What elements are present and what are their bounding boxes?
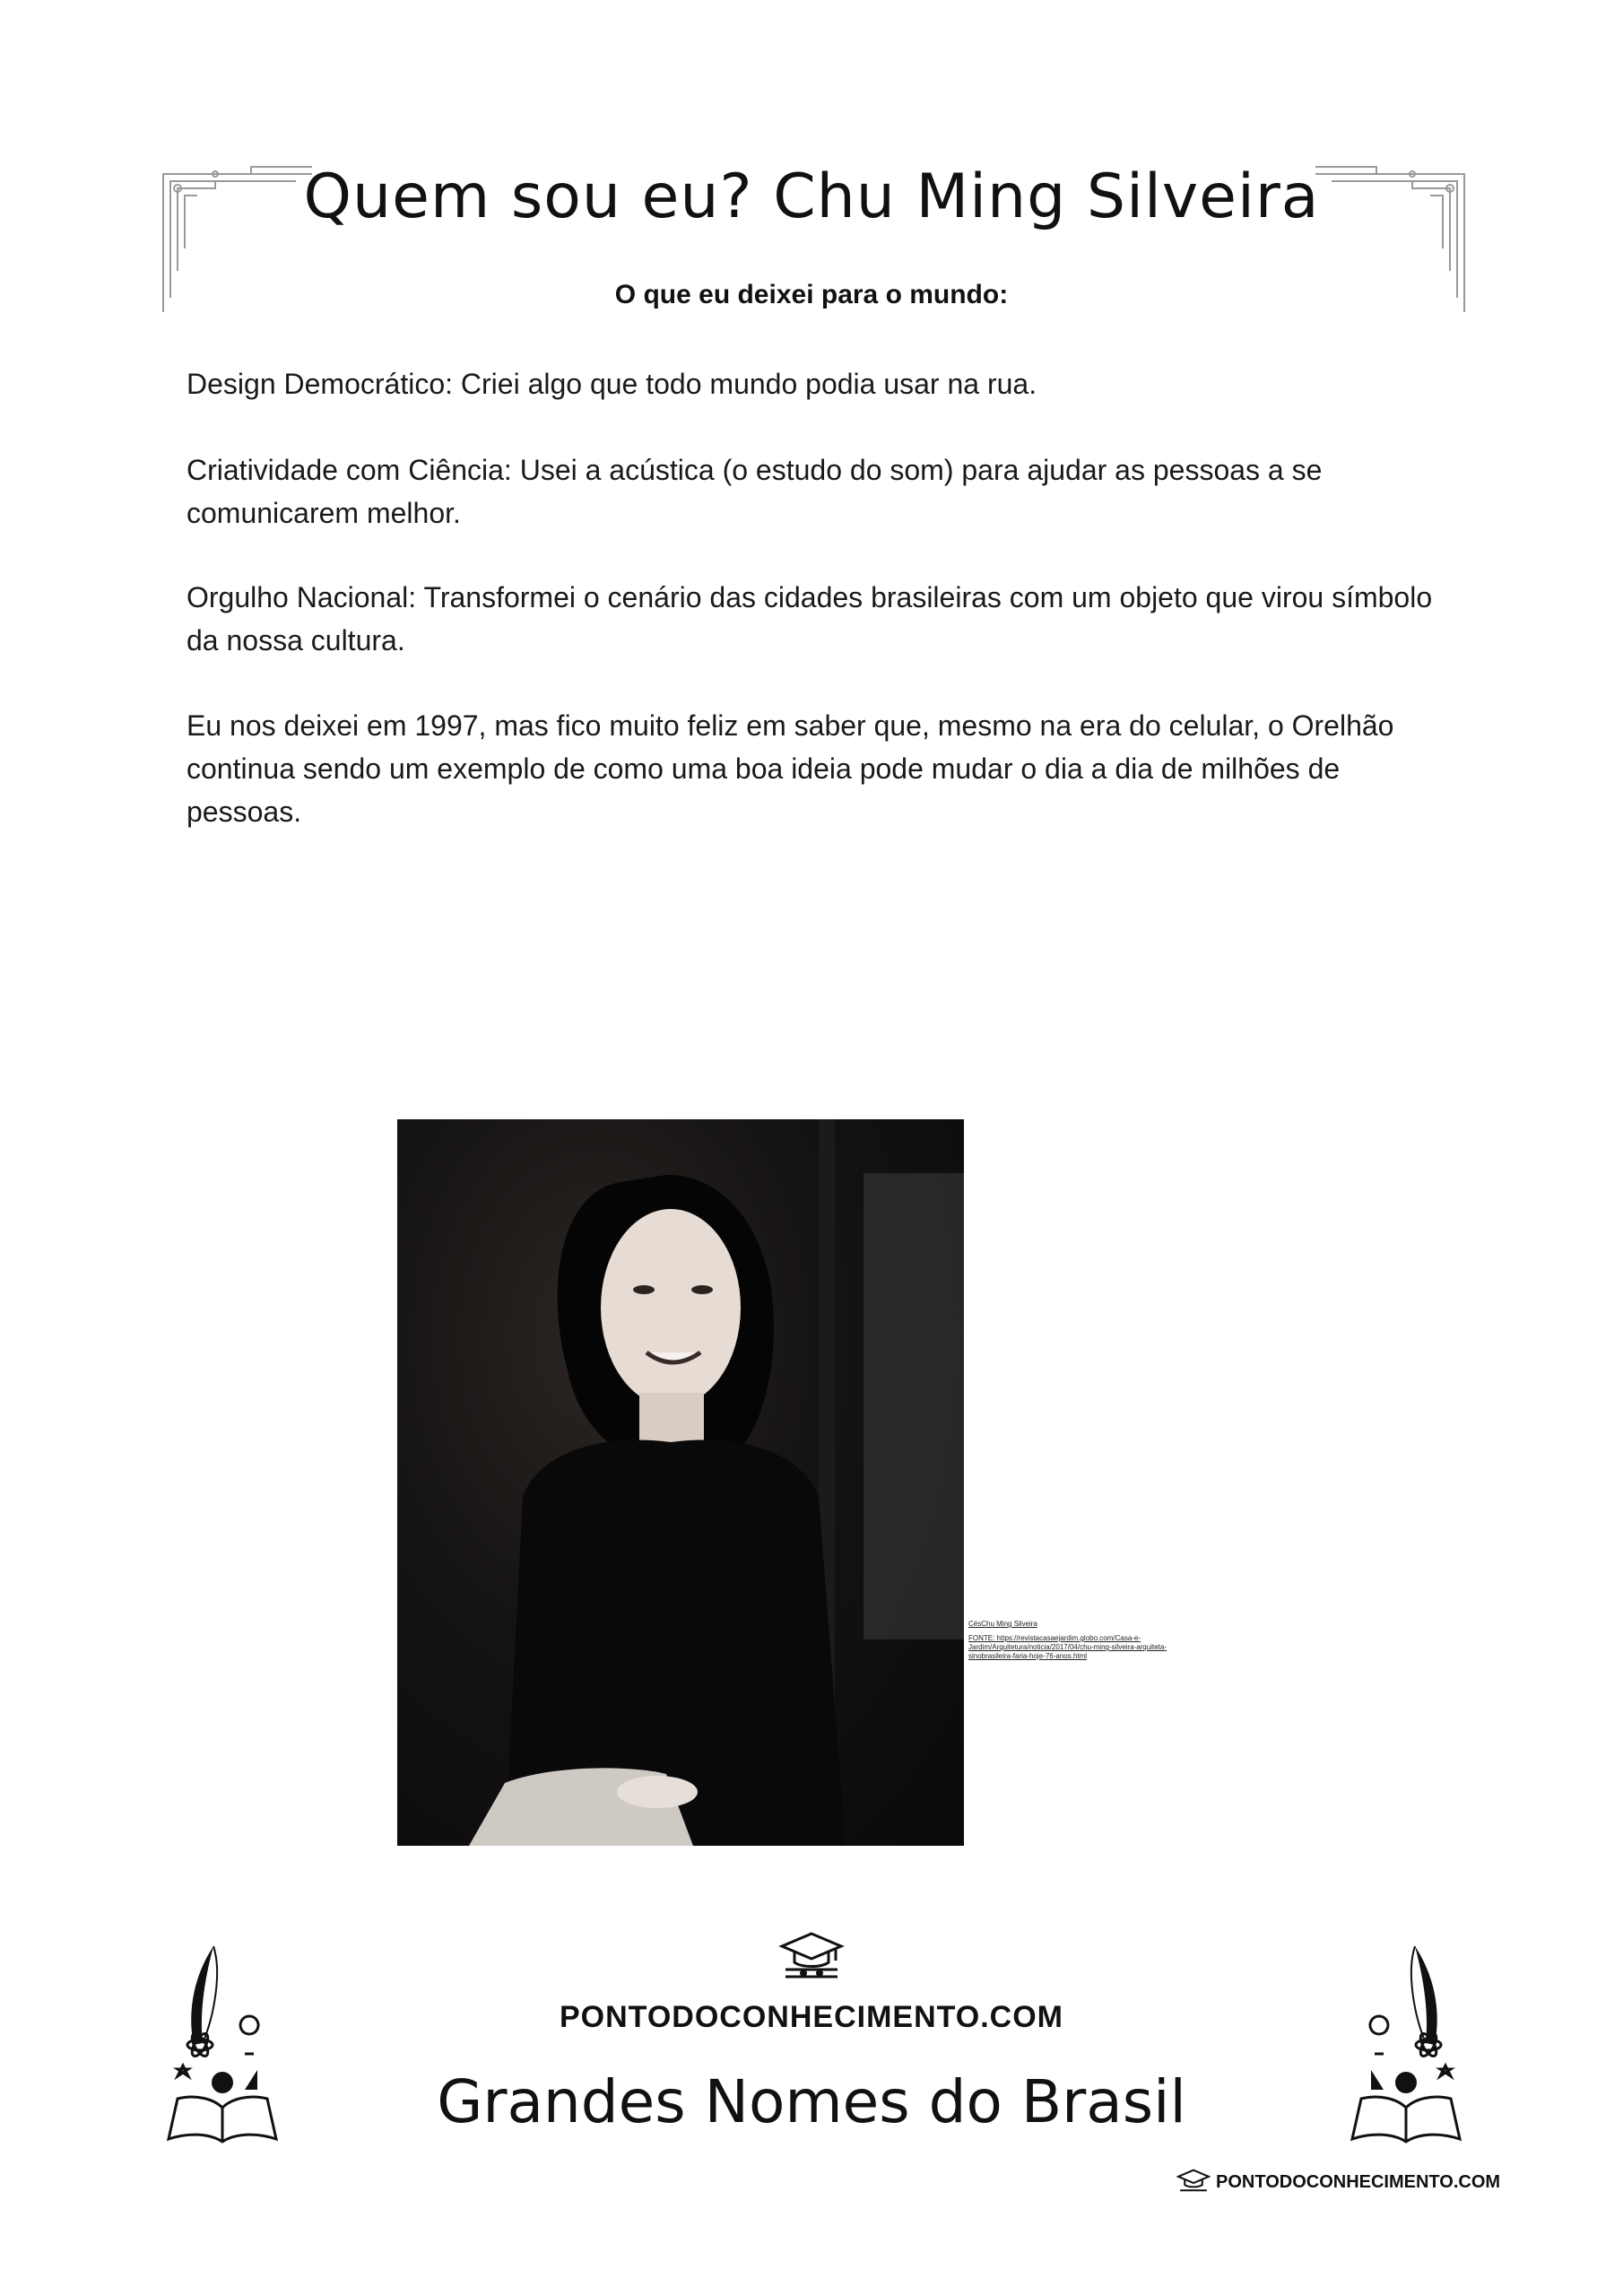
watermark-text: PONTODOCONHECIMENTO.COM bbox=[1216, 2171, 1501, 2192]
graduation-cap-icon bbox=[778, 1930, 845, 1984]
graduation-cap-icon bbox=[1176, 2168, 1211, 2196]
caption-source-link[interactable]: FONTE: https://revistacasaejardim.globo.com/Casa-e-Jardim/Arquitetura/noticia/2017/04/chu-ming-silveira-arquiteta-sinobrasileira-faria-hoje-76-anos.html bbox=[968, 1634, 1167, 1660]
page-title: Quem sou eu? Chu Ming Silveira bbox=[303, 161, 1320, 232]
section-heading: O que eu deixei para o mundo: bbox=[614, 280, 1009, 309]
portrait-photo bbox=[397, 1119, 964, 1846]
watermark bbox=[1176, 2167, 1500, 2197]
paragraph: Orgulho Nacional: Transformei o cenário das cidades brasileiras com um objeto que virou símbolo da nossa cultura. bbox=[187, 581, 1433, 657]
paragraph: Criatividade com Ciência: Usei a acústica (o estudo do som) para ajudar as pessoas a se comunicarem melhor. bbox=[187, 454, 1323, 529]
photo-caption bbox=[968, 1620, 1202, 1666]
caption-name: CésChu Ming Silveira bbox=[968, 1620, 1037, 1628]
paragraph: Eu nos deixei em 1997, mas fico muito feliz em saber que, mesmo na era do celular, o Orelhão continua sendo um exemplo de como uma boa ideia pode mudar o dia a dia de milhões de pessoas. bbox=[187, 709, 1394, 828]
paragraph: Design Democrático: Criei algo que todo mundo podia usar na rua. bbox=[187, 368, 1037, 400]
series-title: Grandes Nomes do Brasil bbox=[437, 2067, 1186, 2136]
brand-name: PONTODOCONHECIMENTO.COM bbox=[560, 2000, 1063, 2034]
